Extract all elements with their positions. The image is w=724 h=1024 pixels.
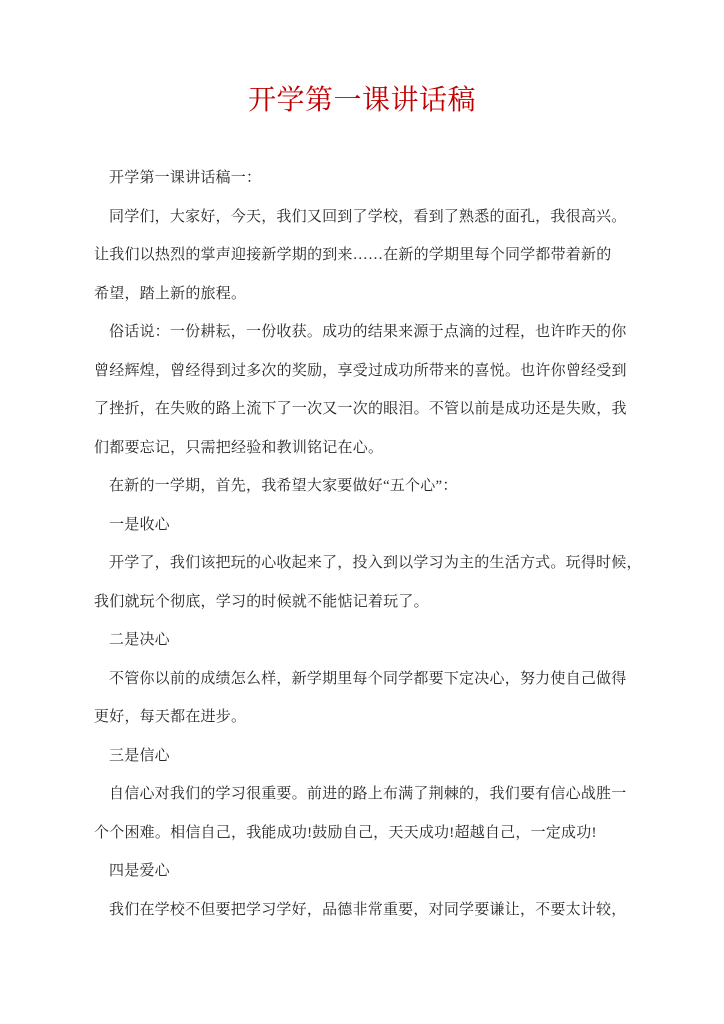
paragraph xyxy=(94,159,634,198)
paragraph xyxy=(94,891,634,930)
text-line: 开学了，我们该把玩的心收起来了，投入到以学习为主的生活方式。玩得时候， xyxy=(109,555,642,571)
document-body xyxy=(94,159,642,929)
text-line: 曾经辉煌，曾经得到过多次的奖励，享受过成功所带来的喜悦。也许你曾经受到 xyxy=(94,362,627,379)
text-line: 们都要忘记，只需把经验和教训铭记在心。 xyxy=(94,439,384,456)
paragraph xyxy=(94,775,634,852)
text-line: 同学们，大家好，今天，我们又回到了学校，看到了熟悉的面孔，我很高兴。 xyxy=(109,208,627,225)
paragraph xyxy=(94,544,642,621)
text-line: 在新的一学期，首先，我希望大家要做好“五个心”： xyxy=(109,478,458,494)
paragraph xyxy=(94,467,634,506)
text-line: 我们在学校不但要把学习学好，品德非常重要，对同学要谦让，不要太计较， xyxy=(109,901,627,918)
paragraph xyxy=(94,506,634,545)
text-line: 不管你以前的成绩怎么样，新学期里每个同学都要下定决心，努力使自己做得 xyxy=(109,670,627,687)
text-line: 更好，每天都在进步。 xyxy=(94,709,247,725)
text-line: 了挫折，在失败的路上流下了一次又一次的眼泪。不管以前是成功还是失败，我 xyxy=(94,401,627,417)
text-line: 个个困难。相信自己，我能成功!鼓励自己，天天成功!超越自己，一定成功! xyxy=(94,824,597,841)
text-line: 希望，踏上新的旅程。 xyxy=(94,285,247,302)
text-line: 二是决心 xyxy=(109,632,170,648)
text-line: 四是爱心 xyxy=(109,863,170,879)
document-title: 开学第一课讲话稿 xyxy=(247,85,476,116)
paragraph xyxy=(94,660,634,737)
text-line: 俗话说：一份耕耘，一份收获。成功的结果来源于点滴的过程，也许昨天的你 xyxy=(109,324,627,340)
text-line: 让我们以热烈的掌声迎接新学期的到来……在新的学期里每个同学都带着新的 xyxy=(94,247,612,263)
text-line: 我们就玩个彻底，学习的时候就不能惦记着玩了。 xyxy=(94,593,429,610)
text-line: 开学第一课讲话稿一： xyxy=(109,170,262,186)
paragraph xyxy=(94,198,634,314)
paragraph xyxy=(94,737,634,776)
text-line: 自信心对我们的学习很重要。前进的路上布满了荆棘的，我们要有信心战胜一 xyxy=(109,786,627,802)
text-line: 三是信心 xyxy=(109,747,170,764)
paragraph xyxy=(94,852,634,891)
paragraph xyxy=(94,621,634,660)
paragraph xyxy=(94,313,634,467)
text-line: 一是收心 xyxy=(109,516,170,533)
